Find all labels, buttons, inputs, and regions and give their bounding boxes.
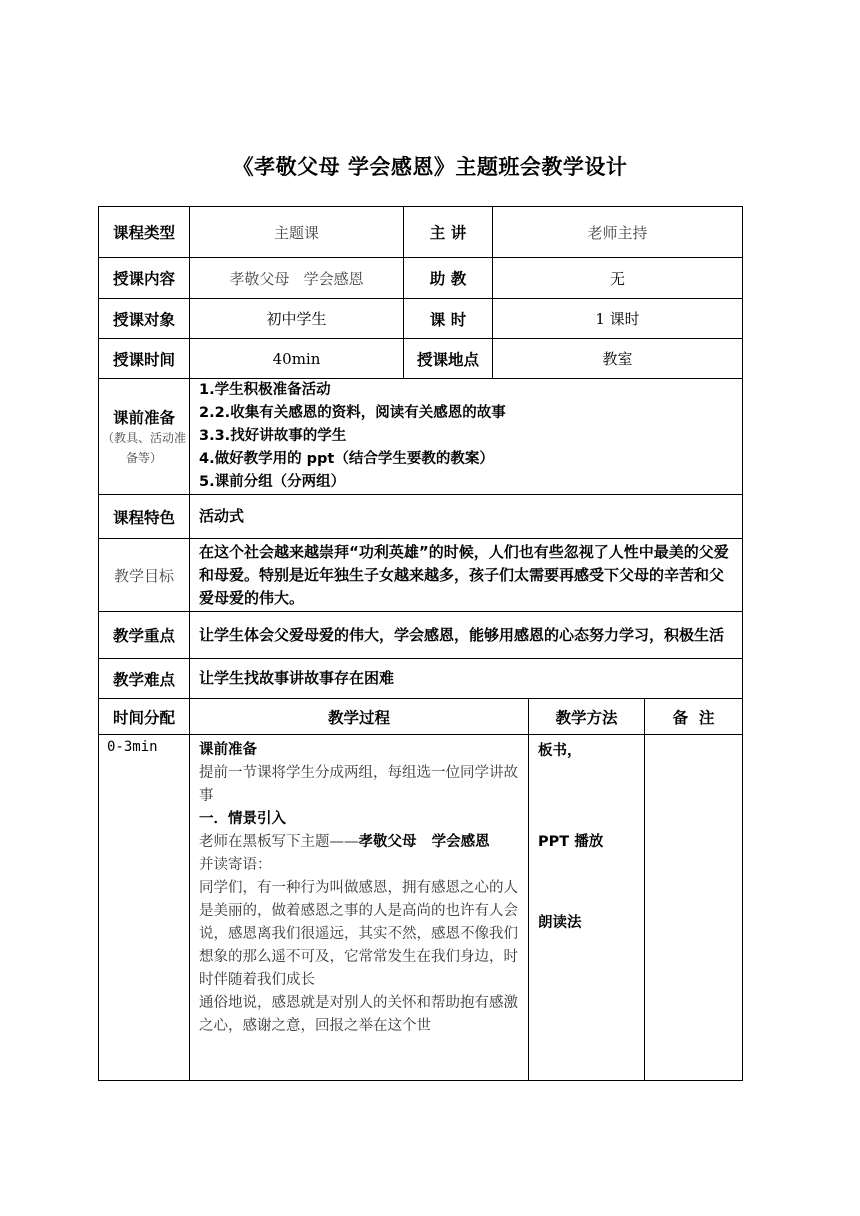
label-key-point: 教学重点 bbox=[99, 612, 190, 659]
label-audience: 授课对象 bbox=[99, 299, 190, 339]
header-process: 教学过程 bbox=[190, 699, 529, 735]
list-item: 2.2.收集有关感恩的资料，阅读有关感恩的故事 bbox=[199, 405, 506, 421]
label-class-hours: 课 时 bbox=[404, 299, 493, 339]
label-location: 授课地点 bbox=[404, 339, 493, 379]
row-duration bbox=[99, 339, 743, 379]
page-title: 《孝敬父母 学会感恩》主题班会教学设计 bbox=[232, 155, 628, 179]
process-text-plain: 老师在黑板写下主题—— bbox=[199, 834, 359, 850]
row-schedule-header bbox=[99, 699, 743, 735]
value-location: 教室 bbox=[493, 339, 743, 379]
value-class-hours: 1 课时 bbox=[493, 299, 743, 339]
value-assistant: 无 bbox=[493, 258, 743, 299]
process-text: 并读寄语： bbox=[199, 857, 272, 873]
value-course-type: 主题课 bbox=[190, 207, 404, 258]
list-item: 3.3.找好讲故事的学生 bbox=[199, 428, 347, 444]
value-difficulty: 让学生找故事讲故事存在困难 bbox=[190, 659, 743, 699]
label-preparation-sub: （教具、活动准备等） bbox=[101, 430, 186, 465]
label-course-type: 课程类型 bbox=[99, 207, 190, 258]
list-item: 4.做好教学用的 ppt（结合学生要教的教案） bbox=[199, 451, 494, 467]
row-key-point bbox=[99, 612, 743, 659]
time-slot: 0-3min bbox=[99, 735, 190, 1081]
label-assistant: 助 教 bbox=[404, 258, 493, 299]
header-note: 备 注 bbox=[645, 699, 743, 735]
row-preparation bbox=[99, 379, 743, 495]
process-text: 同学们，有一种行为叫做感恩，拥有感恩之心的人是美丽的，做着感恩之事的人是高尚的也许有人会说，感恩离我们很遥远，其实不然，感恩不像我们想象的那么遥不可及，它常常发生在我们身边，时时伴随着我们成长 bbox=[199, 880, 518, 988]
row-audience bbox=[99, 299, 743, 339]
method-item: 板书， bbox=[538, 743, 582, 759]
label-feature: 课程特色 bbox=[99, 495, 190, 539]
row-difficulty bbox=[99, 659, 743, 699]
value-audience: 初中学生 bbox=[190, 299, 404, 339]
label-duration: 授课时间 bbox=[99, 339, 190, 379]
method-item: 朗读法 bbox=[538, 915, 582, 931]
process-text bbox=[199, 831, 522, 854]
label-difficulty: 教学难点 bbox=[99, 659, 190, 699]
value-key-point: 让学生体会父爱母爱的伟大，学会感恩，能够用感恩的心态努力学习，积极生活 bbox=[190, 612, 743, 659]
method-item: PPT 播放 bbox=[538, 834, 604, 850]
header-method: 教学方法 bbox=[529, 699, 645, 735]
list-item: 5.课前分组（分两组） bbox=[199, 474, 346, 490]
label-preparation-main: 课前准备 bbox=[112, 408, 175, 427]
row-feature bbox=[99, 495, 743, 539]
process-heading-prep: 课前准备 bbox=[199, 742, 257, 758]
value-goal: 在这个社会越来越崇拜“功利英雄”的时候，人们也有些忽视了人性中最美的父爱和母爱。特别是近年独生子女越来越多，孩子们太需要再感受下父母的辛苦和父爱母爱的伟大。 bbox=[190, 539, 743, 612]
header-time: 时间分配 bbox=[99, 699, 190, 735]
process-content bbox=[190, 735, 529, 1081]
row-goal bbox=[99, 539, 743, 612]
note-cell bbox=[645, 735, 743, 1081]
process-heading-intro: 一．情景引入 bbox=[199, 811, 286, 827]
process-theme: 孝敬父母 学会感恩 bbox=[358, 834, 490, 850]
process-text: 通俗地说，感恩就是对别人的关怀和帮助抱有感激之心，感谢之意，回报之举在这个世 bbox=[199, 995, 518, 1034]
teaching-methods bbox=[529, 735, 645, 1081]
row-content bbox=[99, 258, 743, 299]
value-feature: 活动式 bbox=[190, 495, 743, 539]
row-course-type bbox=[99, 207, 743, 258]
label-lecturer: 主 讲 bbox=[404, 207, 493, 258]
value-content: 孝敬父母 学会感恩 bbox=[190, 258, 404, 299]
label-content: 授课内容 bbox=[99, 258, 190, 299]
list-item: 1.学生积极准备活动 bbox=[199, 382, 331, 398]
label-preparation bbox=[99, 379, 190, 495]
value-lecturer: 老师主持 bbox=[493, 207, 743, 258]
lesson-plan-table bbox=[98, 206, 743, 1081]
preparation-list bbox=[190, 379, 743, 495]
label-goal: 教学目标 bbox=[99, 539, 190, 612]
process-text: 提前一节课将学生分成两组，每组选一位同学讲故事 bbox=[199, 765, 518, 804]
row-schedule-body bbox=[99, 735, 743, 1081]
value-duration: 40min bbox=[190, 339, 404, 379]
